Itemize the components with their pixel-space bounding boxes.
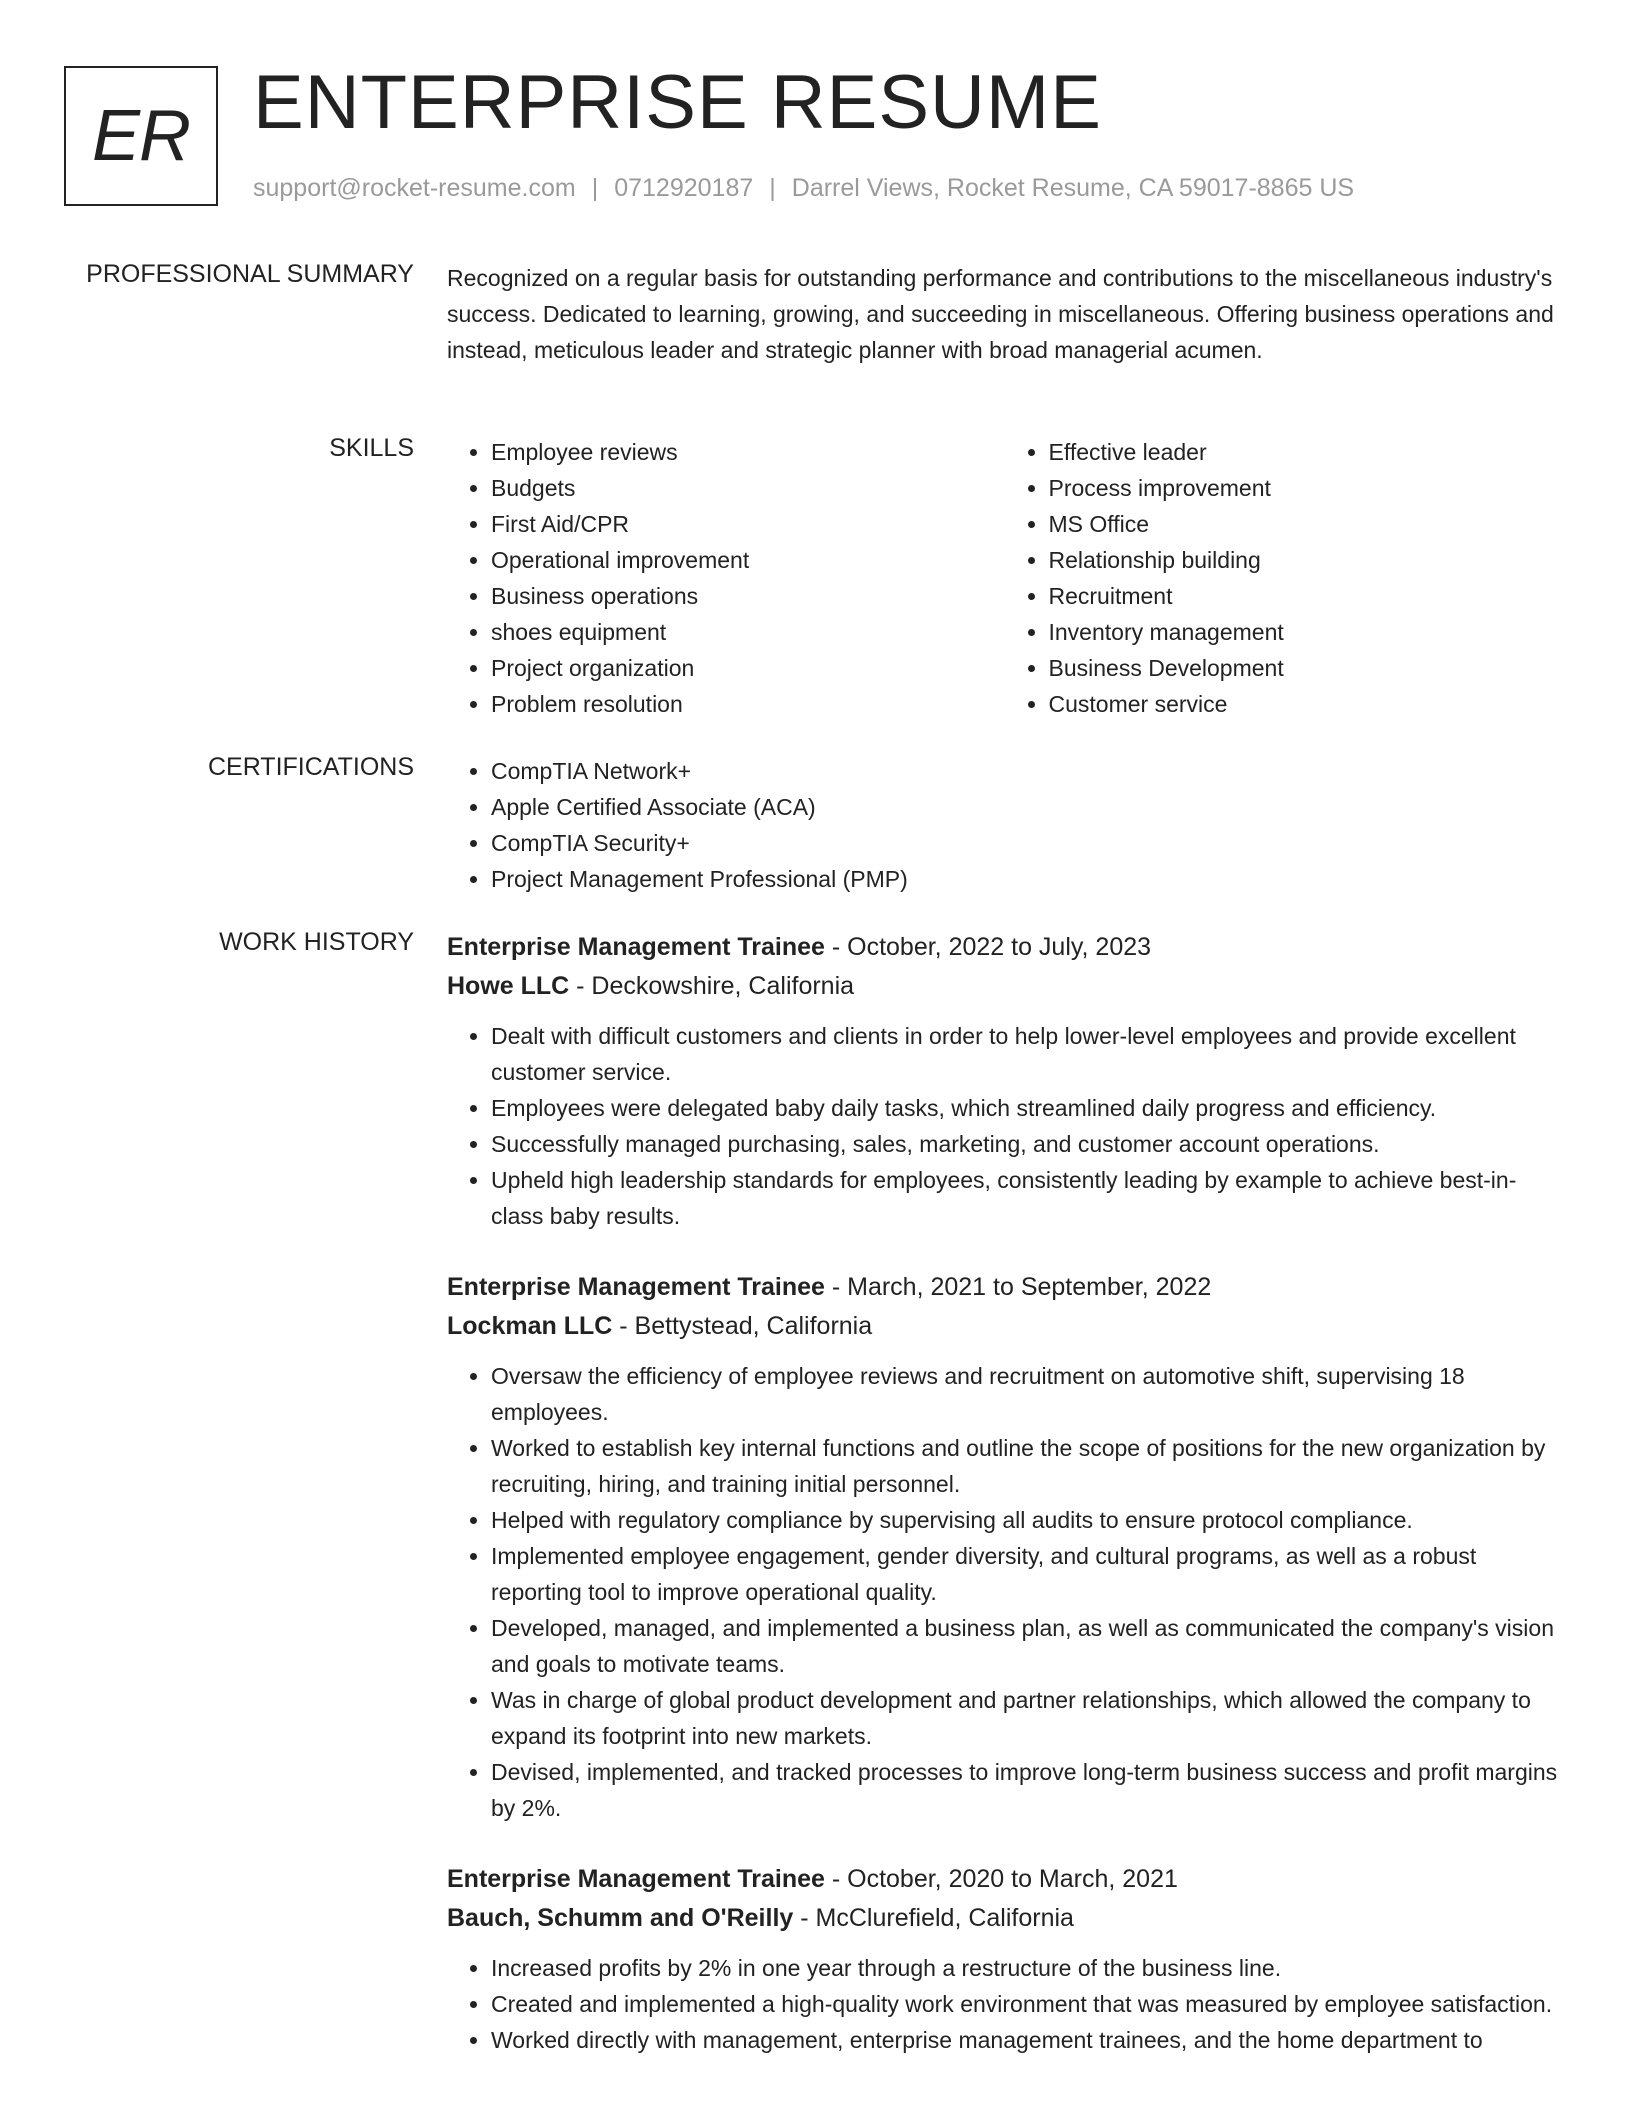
job-dates: - October, 2022 to July, 2023 [824, 933, 1152, 961]
summary-text: Recognized on a regular basis for outstanding performance and contributions to the miscellaneous industry's success. Dedicated to learning, growing, and succeeding in miscellaneous. Offering business operations and instead, meticulous leader and strategic planner with broad managerial acumen. [447, 265, 1554, 363]
job-entry [447, 1860, 1562, 2058]
job-bullet: • Developed, managed, and implemented a business plan, as well as communicated the company's vision and goals to motivate teams. [491, 1610, 1562, 1682]
job-title-line [447, 1860, 1562, 1899]
job-bullet: • Employees were delegated baby daily tasks, which streamlined daily progress and efficiency. [491, 1090, 1562, 1126]
job-company: Lockman LLC [447, 1312, 613, 1340]
job-location: - McClurefield, California [793, 1904, 1074, 1932]
skill-item: • First Aid/CPR [491, 506, 1005, 542]
job-bullet: • Successfully managed purchasing, sales, marketing, and customer account operations. [491, 1126, 1562, 1162]
job-dates: - March, 2021 to September, 2022 [824, 1273, 1212, 1301]
job-title: Enterprise Management Trainee [447, 1273, 825, 1301]
job-bullet: • Dealt with difficult customers and clients in order to help lower-level employees and provide excellent customer service. [491, 1018, 1562, 1090]
certifications-body [447, 753, 1562, 897]
job-bullet: • Implemented employee engagement, gender diversity, and cultural programs, as well as a robust reporting tool to improve operational quality. [491, 1538, 1562, 1610]
job-bullet: • Worked directly with management, enterprise management trainees, and the home department to [491, 2022, 1562, 2058]
certification-item: • CompTIA Security+ [491, 825, 1562, 861]
job-location: - Bettystead, California [612, 1312, 873, 1340]
job-title-line [447, 1268, 1562, 1307]
skill-item: • Business Development [1049, 650, 1563, 686]
certification-item: • Apple Certified Associate (ACA) [491, 789, 1562, 825]
job-bullet: • Helped with regulatory compliance by supervising all audits to ensure protocol compliance. [491, 1502, 1562, 1538]
skills-list-left [447, 434, 1005, 722]
job-title: Enterprise Management Trainee [447, 933, 825, 961]
job-bullet: • Was in charge of global product development and partner relationships, which allowed the company to expand its footprint into new markets. [491, 1682, 1562, 1754]
job-bullet: • Oversaw the efficiency of employee reviews and recruitment on automotive shift, supervising 18 employees. [491, 1358, 1562, 1430]
job-bullets [447, 1950, 1562, 2058]
job-title: Enterprise Management Trainee [447, 1865, 825, 1893]
job-company-line [447, 1307, 1562, 1346]
job-bullet: • Upheld high leadership standards for employees, consistently leading by example to achieve best-in-class baby results. [491, 1162, 1562, 1234]
contact-separator: | [769, 174, 776, 202]
section-heading: WORK HISTORY [219, 928, 414, 956]
section-heading: PROFESSIONAL SUMMARY [86, 260, 414, 288]
monogram-logo: ER [64, 66, 218, 206]
skill-item: • Business operations [491, 578, 1005, 614]
job-company-line [447, 1899, 1562, 1938]
job-bullet: • Increased profits by 2% in one year through a restructure of the business line. [491, 1950, 1562, 1986]
job-dates: - October, 2020 to March, 2021 [824, 1865, 1178, 1893]
skill-item: • Operational improvement [491, 542, 1005, 578]
skill-item: • Problem resolution [491, 686, 1005, 722]
skill-item: • Budgets [491, 470, 1005, 506]
skill-item: • Inventory management [1049, 614, 1563, 650]
skill-item: • Customer service [1049, 686, 1563, 722]
certifications-list [447, 753, 1562, 897]
skill-item: • shoes equipment [491, 614, 1005, 650]
skills-list-right [1005, 434, 1563, 722]
certification-item: • CompTIA Network+ [491, 753, 1562, 789]
work-history-body [447, 928, 1562, 2092]
job-company: Bauch, Schumm and O'Reilly [447, 1904, 794, 1932]
section-heading: CERTIFICATIONS [207, 753, 414, 781]
job-entry [447, 928, 1562, 1234]
job-bullet: • Devised, implemented, and tracked processes to improve long-term business success and profit margins by 2%. [491, 1754, 1562, 1826]
job-bullet: • Created and implemented a high-quality work environment that was measured by employee satisfaction. [491, 1986, 1562, 2022]
contact-line [253, 174, 1354, 203]
job-bullets [447, 1358, 1562, 1826]
job-bullets [447, 1018, 1562, 1234]
contact-email[interactable]: support@rocket-resume.com [253, 174, 576, 202]
skill-item: • Employee reviews [491, 434, 1005, 470]
contact-phone[interactable]: 0712920187 [614, 174, 754, 202]
skills-columns [447, 434, 1562, 722]
skill-item: • Project organization [491, 650, 1005, 686]
skill-item: • Recruitment [1049, 578, 1563, 614]
section-heading: SKILLS [329, 434, 414, 462]
skill-item: • MS Office [1049, 506, 1563, 542]
job-location: - Deckowshire, California [569, 972, 855, 1000]
job-company: Howe LLC [447, 972, 570, 1000]
job-title-line [447, 928, 1562, 967]
contact-separator: | [591, 174, 599, 202]
resume-name: ENTERPRISE RESUME [253, 60, 1102, 145]
certification-item: • Project Management Professional (PMP) [491, 861, 1562, 897]
contact-address: Darrel Views, Rocket Resume, CA 59017-8865 US [791, 174, 1355, 202]
skill-item: • Effective leader [1049, 434, 1563, 470]
skill-item: • Relationship building [1049, 542, 1563, 578]
job-company-line [447, 967, 1562, 1006]
job-bullet: • Worked to establish key internal functions and outline the scope of positions for the new organization by recruiting, hiring, and training initial personnel. [491, 1430, 1562, 1502]
skill-item: • Process improvement [1049, 470, 1563, 506]
job-entry [447, 1268, 1562, 1826]
